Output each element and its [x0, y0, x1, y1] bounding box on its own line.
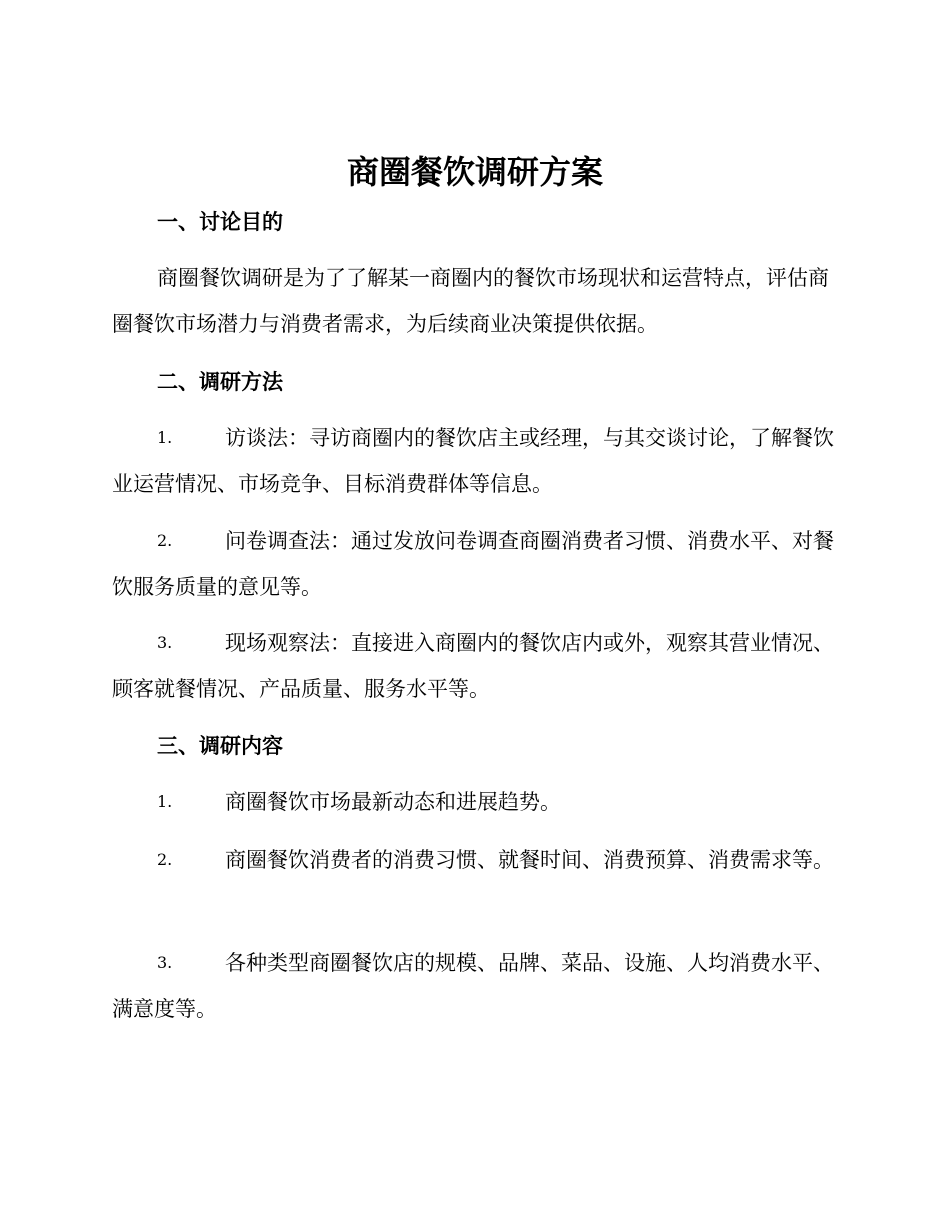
list-item-number: 3.	[157, 953, 173, 972]
list-item-text: 访谈法：寻访商圈内的餐饮店主或经理，与其交谈讨论，了解餐饮业运营情况、市场竞争、目标消费群体等信息。	[112, 426, 834, 496]
list-item-number: 2.	[157, 850, 173, 869]
list-item-text: 商圈餐饮市场最新动态和进展趋势。	[225, 790, 561, 814]
section-heading-content: 三、调研内容	[157, 734, 283, 758]
list-item	[112, 837, 834, 883]
list-item	[112, 518, 834, 610]
section-heading-methods: 二、调研方法	[157, 370, 283, 394]
list-item-number: 3.	[157, 633, 173, 652]
list-item-text: 现场观察法：直接进入商圈内的餐饮店内或外，观察其营业情况、顾客就餐情况、产品质量、服务水平等。	[112, 631, 834, 701]
list-item	[112, 620, 834, 712]
list-item-number: 1.	[157, 792, 173, 811]
document-title: 商圈餐饮调研方案	[346, 153, 603, 191]
list-item	[112, 779, 834, 825]
section-heading-purpose: 一、讨论目的	[157, 210, 283, 234]
section-paragraph-purpose	[112, 255, 834, 347]
list-item	[112, 940, 834, 1032]
list-item-number: 1.	[157, 428, 173, 447]
list-item-number: 2.	[157, 531, 173, 550]
list-item	[112, 415, 834, 507]
list-item-text: 各种类型商圈餐饮店的规模、品牌、菜品、设施、人均消费水平、满意度等。	[112, 951, 834, 1021]
list-item-text: 商圈餐饮消费者的消费习惯、就餐时间、消费预算、消费需求等。	[225, 848, 834, 872]
list-item-text: 问卷调查法：通过发放问卷调查商圈消费者习惯、消费水平、对餐饮服务质量的意见等。	[112, 529, 834, 599]
paragraph-text: 商圈餐饮调研是为了了解某一商圈内的餐饮市场现状和运营特点，评估商圈餐饮市场潜力与消费者需求，为后续商业决策提供依据。	[112, 266, 829, 336]
